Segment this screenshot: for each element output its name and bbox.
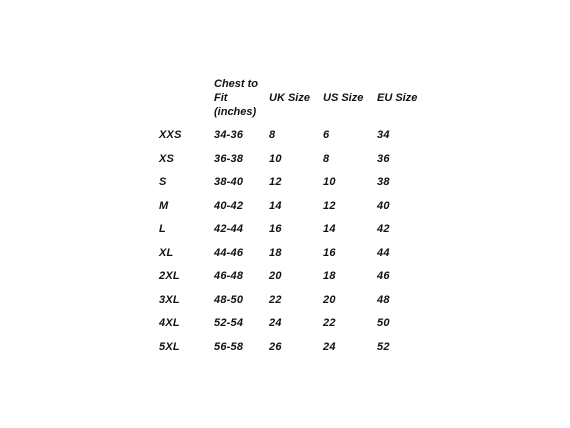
row-chest: 48-50 — [214, 294, 244, 306]
row-uk: 14 — [269, 200, 282, 212]
row-chest: 38-40 — [214, 176, 244, 188]
row-eu: 44 — [377, 247, 390, 259]
row-eu: 38 — [377, 176, 390, 188]
row-size-label: M — [159, 200, 169, 212]
row-chest: 40-42 — [214, 200, 244, 212]
row-us: 6 — [323, 129, 330, 141]
row-chest: 46-48 — [214, 270, 244, 282]
row-us: 14 — [323, 223, 336, 235]
row-size-label: 3XL — [159, 294, 180, 306]
row-uk: 22 — [269, 294, 282, 306]
row-size-label: 4XL — [159, 317, 180, 329]
row-size-label: L — [159, 223, 166, 235]
row-chest: 56-58 — [214, 341, 244, 353]
row-chest: 52-54 — [214, 317, 244, 329]
header-chest-to-fit: Chest to Fit (inches) — [214, 78, 258, 118]
row-chest: 34-36 — [214, 129, 244, 141]
row-chest: 42-44 — [214, 223, 244, 235]
row-uk: 12 — [269, 176, 282, 188]
row-us: 22 — [323, 317, 336, 329]
row-eu: 36 — [377, 153, 390, 165]
row-uk: 10 — [269, 153, 282, 165]
row-chest: 44-46 — [214, 247, 244, 259]
row-chest: 36-38 — [214, 153, 244, 165]
row-size-label: XS — [159, 153, 175, 165]
header-us-size: US Size — [323, 92, 364, 104]
row-us: 12 — [323, 200, 336, 212]
row-size-label: XL — [159, 247, 174, 259]
row-uk: 18 — [269, 247, 282, 259]
row-uk: 20 — [269, 270, 282, 282]
row-size-label: 5XL — [159, 341, 180, 353]
row-uk: 16 — [269, 223, 282, 235]
row-eu: 42 — [377, 223, 390, 235]
row-uk: 8 — [269, 129, 276, 141]
row-eu: 52 — [377, 341, 390, 353]
row-eu: 46 — [377, 270, 390, 282]
row-uk: 26 — [269, 341, 282, 353]
row-eu: 40 — [377, 200, 390, 212]
row-eu: 48 — [377, 294, 390, 306]
row-uk: 24 — [269, 317, 282, 329]
row-eu: 50 — [377, 317, 390, 329]
header-uk-size: UK Size — [269, 92, 310, 104]
row-us: 24 — [323, 341, 336, 353]
row-us: 16 — [323, 247, 336, 259]
row-us: 10 — [323, 176, 336, 188]
row-size-label: XXS — [159, 129, 182, 141]
row-us: 8 — [323, 153, 330, 165]
row-eu: 34 — [377, 129, 390, 141]
header-eu-size: EU Size — [377, 92, 418, 104]
row-us: 18 — [323, 270, 336, 282]
row-size-label: S — [159, 176, 167, 188]
row-us: 20 — [323, 294, 336, 306]
row-size-label: 2XL — [159, 270, 180, 282]
